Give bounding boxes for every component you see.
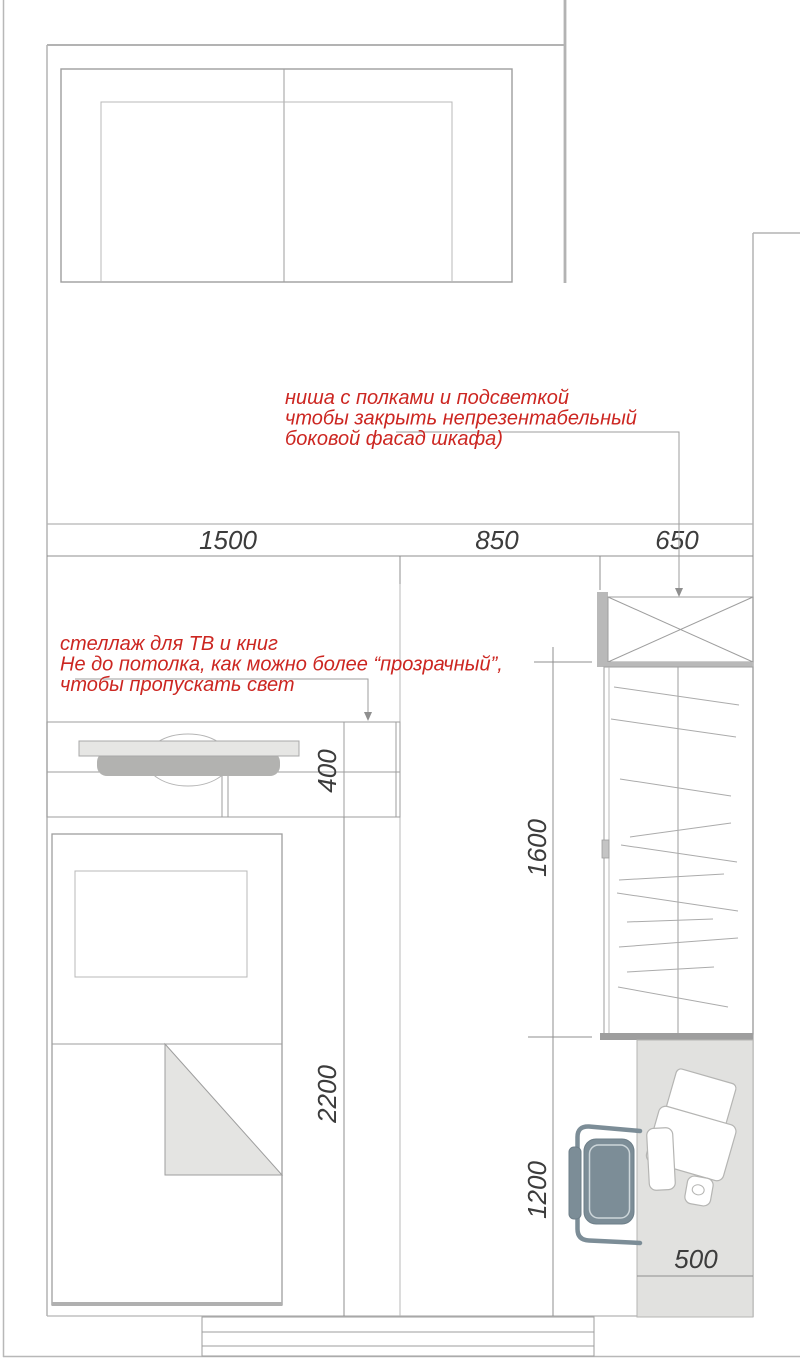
dim-desk-zone-1200: 1200: [522, 1161, 552, 1219]
leader-arrow-shelving: [364, 712, 372, 721]
desk-zone: [569, 1040, 753, 1317]
dim-bed-2200: 2200: [312, 1065, 342, 1123]
chair-backrest: [569, 1147, 581, 1219]
annotation-niche: [285, 387, 683, 597]
note-niche-line-2: чтобы закрыть непрезентабельный: [285, 407, 637, 430]
office-chair: [569, 1126, 640, 1243]
dim-top-1500: 1500: [199, 525, 257, 555]
note-shelving-line-3: чтобы пропускать свет: [60, 674, 295, 696]
tv: [79, 734, 299, 786]
chair-seat: [584, 1139, 634, 1224]
blanket-fold: [165, 1044, 282, 1175]
notepad: [646, 1127, 675, 1190]
dim-top-650: 650: [655, 525, 699, 555]
leader-arrow-niche: [675, 588, 683, 597]
sofa: [61, 69, 512, 282]
dim-top-850: 850: [475, 525, 519, 555]
note-shelving-line-2: Не до потолка, как можно более “прозрачный”,: [60, 653, 503, 676]
dim-stand-400: 400: [312, 749, 342, 793]
pillow: [75, 871, 247, 977]
dim-desk-500: 500: [674, 1244, 718, 1274]
niche-side-panel: [597, 592, 608, 664]
wardrobe-bottom-bar: [600, 1033, 753, 1040]
bed: [52, 834, 282, 1305]
annotation-shelving: [60, 633, 503, 721]
wardrobe-sketch-lines: [611, 687, 739, 1007]
wardrobe: [597, 592, 753, 1040]
wardrobe-handle: [602, 840, 609, 858]
dim-wardrobe-1600: 1600: [522, 819, 552, 877]
note-shelving-line-1: стеллаж для ТВ и книг: [60, 633, 278, 655]
radiator: [202, 1317, 594, 1356]
niche-bottom-bar: [597, 662, 753, 667]
note-niche-line-1: ниша с полками и подсветкой: [285, 387, 570, 409]
note-niche-line-3: боковой фасад шкафа): [285, 428, 503, 450]
mouse: [684, 1175, 714, 1207]
